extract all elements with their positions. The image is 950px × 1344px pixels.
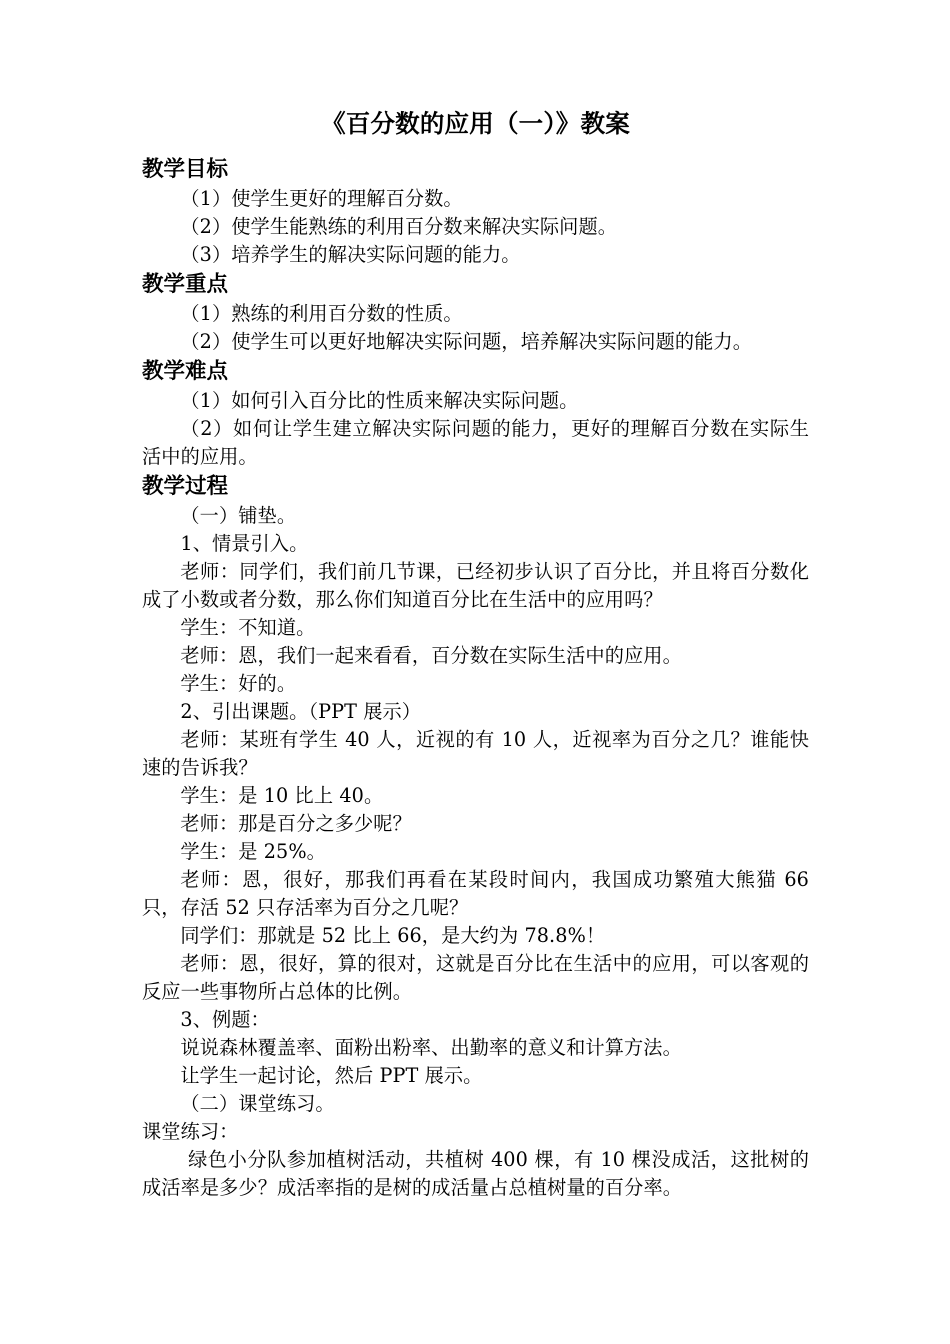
section-heading-key-points: 教学重点 — [142, 272, 229, 297]
example-line: 说说森林覆盖率、面粉出粉率、出勤率的意义和计算方法。 — [180, 1036, 682, 1059]
dialogue-line-students: 同学们：那就是 52 比上 66，是大约为 78.8%！ — [180, 924, 606, 947]
key-point-item: （1）熟练的利用百分数的性质。 — [180, 302, 463, 325]
section-heading-process: 教学过程 — [142, 474, 229, 499]
objective-item: （1）使学生更好的理解百分数。 — [180, 187, 463, 210]
key-point-item: （2）使学生可以更好地解决实际问题，培养解决实际问题的能力。 — [180, 330, 753, 353]
section-heading-difficulties: 教学难点 — [142, 359, 229, 384]
section-heading-objectives: 教学目标 — [142, 157, 229, 182]
title-spacer — [142, 142, 809, 154]
document-content — [142, 0, 809, 1202]
dialogue-line-teacher: 老师：那是百分之多少呢？ — [180, 812, 412, 835]
dialogue-line-teacher: 老师：某班有学生 40 人，近视的有 10 人，近视率为百分之几？谁能快速的告诉我？ — [142, 728, 809, 779]
objective-item: （3）培养学生的解决实际问题的能力。 — [180, 243, 521, 266]
dialogue-line-teacher: 老师：恩，很好，那我们再看在某段时间内，我国成功繁殖大熊猫 66 只，存活 52 只存活率为百分之几呢？ — [142, 868, 809, 919]
difficulty-item: （1）如何引入百分比的性质来解决实际问题。 — [180, 389, 579, 412]
process-step: （一）铺垫。 — [180, 504, 297, 527]
dialogue-line-student: 学生：不知道。 — [180, 616, 316, 639]
process-step: （二）课堂练习。 — [180, 1092, 335, 1115]
dialogue-line-student: 学生：是 10 比上 40。 — [180, 784, 384, 807]
page-title: 《百分数的应用（一）》教案 — [321, 109, 630, 138]
dialogue-line-teacher: 老师：同学们，我们前几节课，已经初步认识了百分比，并且将百分数化成了小数或者分数，那么你们知道百分比在生活中的应用吗？ — [142, 560, 809, 611]
process-step: 1、情景引入。 — [180, 532, 309, 555]
objective-item: （2）使学生能熟练的利用百分数来解决实际问题。 — [180, 215, 618, 238]
dialogue-line-student: 学生：是 25%。 — [180, 840, 326, 863]
exercise-label: 课堂练习： — [142, 1120, 239, 1143]
example-line: 让学生一起讨论，然后 PPT 展示。 — [180, 1064, 483, 1087]
difficulty-item: （2）如何让学生建立解决实际问题的能力，更好的理解百分数在实际生活中的应用。 — [142, 417, 809, 468]
process-step: 3、例题： — [180, 1008, 270, 1031]
exercise-body: 绿色小分队参加植树活动，共植树 400 棵，有 10 棵没成活，这批树的成活率是多少？成活率指的是树的成活量占总植树量的百分率。 — [142, 1148, 809, 1199]
dialogue-line-teacher: 老师：恩，我们一起来看看，百分数在实际生活中的应用。 — [180, 644, 682, 667]
dialogue-line-student: 学生：好的。 — [180, 672, 297, 695]
dialogue-line-teacher: 老师：恩，很好，算的很对，这就是百分比在生活中的应用，可以客观的反应一些事物所占总体的比例。 — [142, 952, 809, 1003]
process-step: 2、引出课题。（PPT 展示） — [180, 700, 422, 723]
